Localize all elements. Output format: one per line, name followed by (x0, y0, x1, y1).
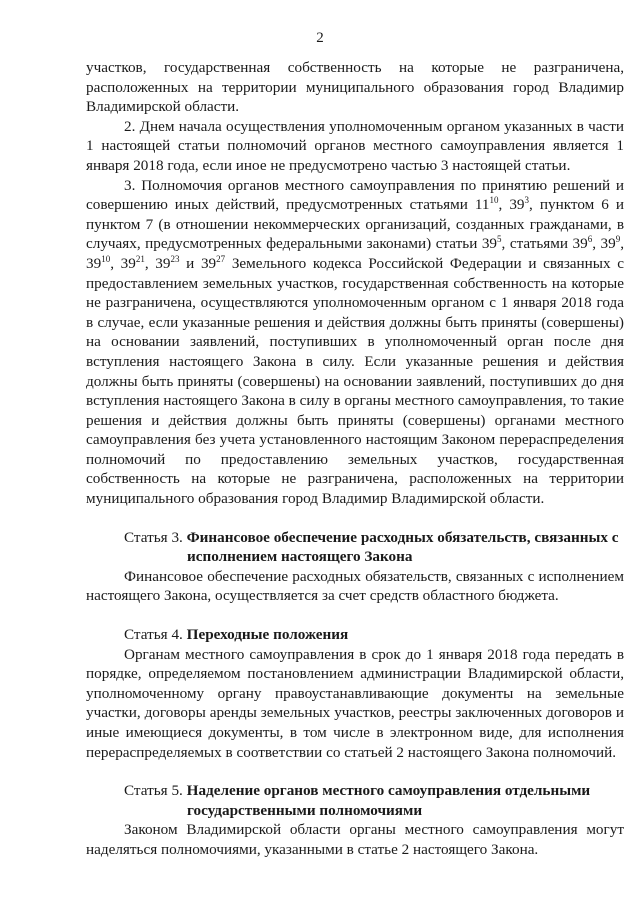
article-4-body: Органам местного самоуправления в срок до 1 января 2018 года передать в порядке, определяемом постановлением администрации Владимирской области, уполномоченному органу правоустанавливающие документы на земельные участки, договоры аренды земельных участков, реестры заключенных договоров и иные имеющиеся документы, в том числе в электронном виде, для исполнения перераспределяемых в соответствии со статьей 2 настоящего Закона полномочий. (86, 645, 624, 761)
article-3 (86, 528, 624, 606)
article-3-heading-cont: исполнением настоящего Закона (187, 548, 413, 566)
article-3-heading: Статья 3. Финансовое обеспечение расходных обязательств, связанных с (124, 528, 619, 546)
article-3-body: Финансовое обеспечение расходных обязательств, связанных с исполнением настоящего Закона, осуществляется за счет средств областного бюджета. (86, 567, 624, 605)
article-4 (86, 625, 624, 762)
article-5-heading: Статья 5. Наделение органов местного самоуправления отдельными (124, 782, 591, 800)
page-number: 2 (316, 30, 324, 46)
document-body (86, 58, 624, 860)
paragraph-3: 3. Полномочия органов местного самоуправления по принятию решений и совершению иных действий, предусмотренных статьями $11^{10}$, $39^3$, пунктом 6 и пунктом 7 (в отношении некоммерческих организаций, созданных гражданами, в случаях, предусмотренных федеральными законами) статьи $39^5$, статьями $39^6$, $39^9$, $39^{10}$, $39^{21}$, $39^{23}$ и $39^{27}$ Земельного кодекса Российской Федерации и связанных с предоставлением земельных участков, государственная собственность на которые не разграничена, осуществляются уполномоченным органом с 1 января 2018 года в случае, если указанные решения и действия должны быть приняты (совершены) на основании заявлений, поступивших в уполномоченный орган после дня вступления настоящего Закона в силу. Если указанные решения и действия должны быть приняты (совершены) на основании заявлений, поступивших до дня вступления настоящего Закона в силу в органы местного самоуправления, то такие решения и действия должны быть приняты (совершены) органами местного самоуправления без учета установленного настоящим Законом перераспределения полномочий по предоставлению земельных участков, государственная собственность на которые не разграничена, расположенных на территории муниципального образования город Владимир Владимирской области. (86, 176, 625, 508)
article-4-heading: Статья 4. Переходные положения (124, 626, 349, 644)
article-5-heading-cont: государственными полномочиями (187, 801, 423, 819)
article-5-body: Законом Владимирской области органы местного самоуправления могут наделяться полномочиями, указанными в статье 2 настоящего Закона. (86, 821, 624, 858)
continuation-paragraph: участков, государственная собственность на которые не разграничена, расположенных на территории муниципального образования город Владимир Владимирской области. (86, 59, 624, 116)
paragraph-2: 2. Днем начала осуществления уполномоченным органом указанных в части 1 настоящей статьи полномочий органов местного самоуправления является 1 января 2018 года, если иное не предусмотрено частью 3 настоящей статьи. (86, 117, 624, 174)
article-5 (86, 781, 624, 859)
